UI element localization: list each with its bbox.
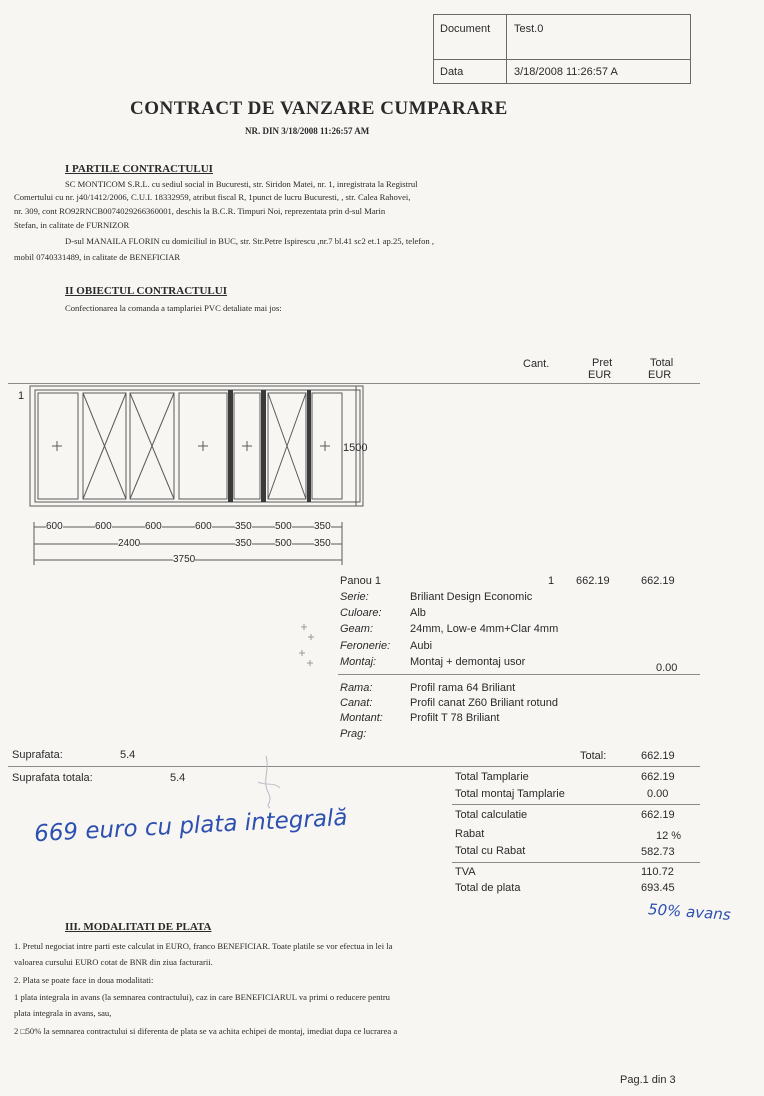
section-3-line-6: 2 □50% la semnarea contractului si diferenta de plata se va achita echipei de montaj, imediat dupa ce lucrarea a (14, 1026, 398, 1036)
totals-label-2: Total calculatie (455, 809, 528, 821)
col-total: Total (650, 357, 674, 369)
totals-label-5: TVA (455, 866, 476, 878)
totals-value-6: 693.45 (641, 882, 675, 894)
totals-value-0: 662.19 (641, 771, 675, 783)
profile-value-2: Profilt T 78 Briliant (410, 712, 500, 724)
section-3-line-5: plata integrala in avans, sau, (14, 1008, 112, 1018)
section-3-line-3: 2. Plata se poate face in doua modalitati: (14, 975, 154, 985)
handwritten-note-integral: 669 euro cu plata integrală (33, 804, 349, 848)
col-pret: Pret (592, 357, 613, 369)
totals-rule-2 (452, 862, 700, 863)
section-1-line-1: SC MONTICOM S.R.L. cu sediul social in Bucuresti, str. Siridon Matei, nr. 1, inregistrata la Registrul (65, 179, 418, 189)
dim-3750: 3750 (173, 554, 196, 565)
surface-total-label: Suprafata totala: (12, 772, 93, 784)
section-1-line-3: nr. 309, cont RO92RNCB0074029266360001, deschis la B.C.R. Timpuri Noi, reprezentata prin d-sul Marin (14, 206, 386, 216)
dim-row1-2: 600 (145, 521, 162, 532)
date-label: Data (440, 66, 464, 78)
section-2-intro: Confectionarea la comanda a tamplariei PVC detaliate mai jos: (65, 303, 282, 313)
montaj-value: 0.00 (656, 662, 678, 674)
col-pret-unit: EUR (588, 369, 612, 381)
total-row-value: 662.19 (641, 750, 675, 762)
spec-label-0: Serie: (340, 591, 369, 603)
spec-value-0: Briliant Design Economic (410, 591, 533, 603)
profile-value-1: Profil canat Z60 Briliant rotund (410, 697, 558, 709)
section-2-heading: II OBIECTUL CONTRACTULUI (65, 285, 227, 297)
section-1-line-5: D-sul MANAILA FLORIN cu domiciliul in BUC, str. Str.Petre Ispirescu ,nr.7 bl.41 sc2 et.1 ap.25, telefon , (65, 236, 435, 246)
spec-label-4: Montaj: (340, 656, 377, 668)
spec-value-1: Alb (410, 607, 426, 619)
contract-title: CONTRACT DE VANZARE CUMPARARE (130, 98, 508, 119)
page-number: Pag.1 din 3 (620, 1074, 676, 1086)
window-drawing (24, 380, 364, 575)
section-3-line-2: valoarea cursului EURO cotat de BNR din ziua facturarii. (14, 957, 213, 967)
surface-rule (8, 766, 700, 767)
totals-value-3: 12 % (656, 830, 682, 842)
dim-row1-6: 350 (314, 521, 331, 532)
dim-row2-0: 350 (235, 538, 252, 549)
totals-label-3: Rabat (455, 828, 485, 840)
totals-label-1: Total montaj Tamplarie (455, 788, 565, 800)
item-number: 1 (18, 390, 25, 402)
col-cant: Cant. (523, 358, 550, 370)
profile-label-0: Rama: (340, 682, 373, 694)
totals-value-5: 110.72 (641, 866, 674, 878)
document-value: Test.0 (514, 23, 544, 35)
handwritten-note-avans: 50% avans (647, 900, 732, 924)
section-1-line-4: Stefan, in calitate de FURNIZOR (14, 220, 130, 230)
dim-height: 1500 (343, 442, 368, 454)
document-header-box (433, 14, 691, 84)
dim-2400: 2400 (118, 538, 141, 549)
dim-row1-5: 500 (275, 521, 292, 532)
item-name: Panou 1 (340, 575, 381, 587)
total-row-label: Total: (580, 750, 607, 762)
surface-label: Suprafata: (12, 749, 63, 761)
spec-label-1: Culoare: (340, 607, 382, 619)
profile-label-2: Montant: (340, 712, 383, 724)
item-qty: 1 (548, 575, 555, 587)
dim-row1-4: 350 (235, 521, 252, 532)
surface-value: 5.4 (120, 749, 136, 761)
spec-value-2: 24mm, Low-e 4mm+Clar 4mm (410, 623, 559, 635)
totals-label-0: Total Tamplarie (455, 771, 529, 783)
section-3-line-4: 1 plata integrala in avans (la semnarea contractului), caz in care BENEFICIARUL va primi o reducere pentru (14, 992, 390, 1002)
totals-label-6: Total de plata (455, 882, 521, 894)
totals-value-4: 582.73 (641, 846, 675, 858)
pen-scribble (248, 752, 288, 812)
surface-total-value: 5.4 (170, 772, 186, 784)
dim-row2-1: 500 (275, 538, 292, 549)
profile-label-3: Prag: (340, 728, 367, 740)
spec-label-2: Geam: (340, 623, 374, 635)
section-3-line-1: 1. Pretul negociat intre parti este calculat in EURO, franco BENEFICIAR. Toate platile se vor efectua in lei la (14, 941, 393, 951)
spec-value-3: Aubi (410, 640, 433, 652)
dim-row1-3: 600 (195, 521, 212, 532)
section-1-line-6: mobil 0740331489, in calitate de BENEFICIAR (14, 252, 181, 262)
section-1-heading: I PARTILE CONTRACTULUI (65, 163, 213, 175)
profile-value-0: Profil rama 64 Briliant (410, 682, 516, 694)
spec-value-4: Montaj + demontaj usor (410, 656, 526, 668)
dim-row1-0: 600 (46, 521, 63, 532)
section-1-line-2: Comertului cu nr. j40/1412/2006, C.U.I. 18332959, atribut fiscal R, 1punct de lucru Bucuresti, , str. Calea Rahovei, (14, 192, 411, 202)
date-value: 3/18/2008 11:26:57 A (514, 66, 618, 78)
item-total: 662.19 (641, 575, 675, 587)
document-label: Document (440, 23, 491, 35)
profile-label-1: Canat: (340, 697, 373, 709)
section-3-heading: III. MODALITATI DE PLATA (65, 921, 212, 933)
item-price: 662.19 (576, 575, 610, 587)
totals-value-2: 662.19 (641, 809, 675, 821)
contract-subtitle: NR. DIN 3/18/2008 11:26:57 AM (245, 126, 370, 136)
totals-rule-1 (452, 804, 700, 805)
col-total-unit: EUR (648, 369, 672, 381)
totals-value-1: 0.00 (647, 788, 669, 800)
dim-row1-1: 600 (95, 521, 112, 532)
spec-label-3: Feronerie: (340, 640, 391, 652)
specs-rule (338, 674, 700, 675)
totals-label-4: Total cu Rabat (455, 845, 526, 857)
dim-row2-2: 350 (314, 538, 331, 549)
margin-marks (296, 620, 326, 670)
